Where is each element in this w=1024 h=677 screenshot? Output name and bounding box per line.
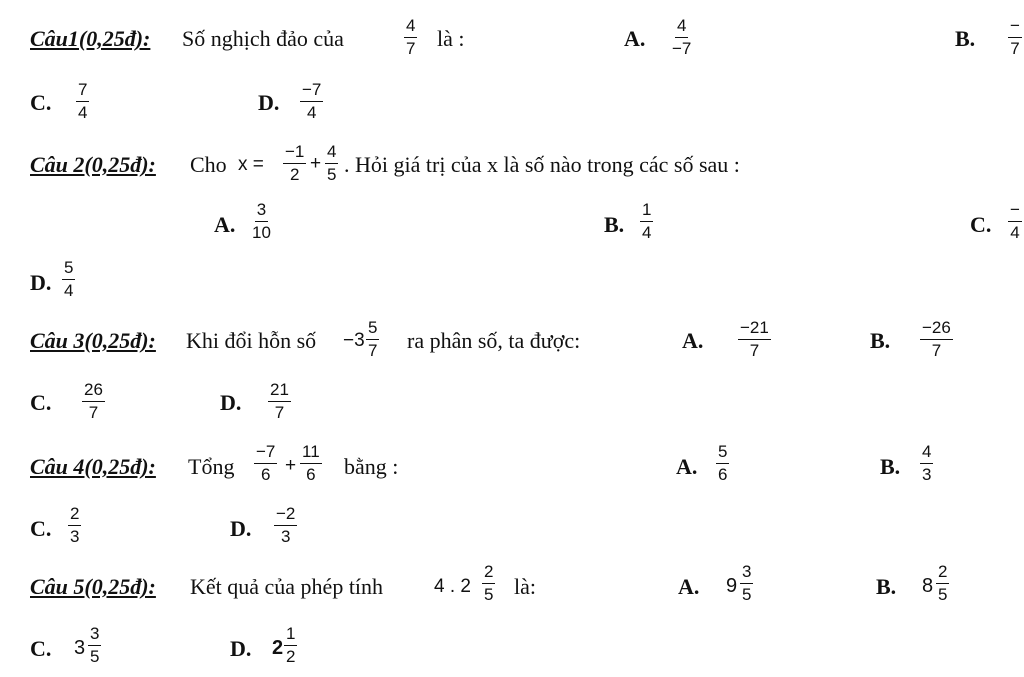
fraction-denominator: 7 bbox=[931, 341, 942, 360]
question-2-option-a-label: A. bbox=[214, 212, 236, 237]
fraction-denominator: 6 bbox=[306, 465, 316, 484]
question-2-fraction-1 bbox=[283, 142, 306, 185]
fraction-denominator: 5 bbox=[938, 585, 948, 604]
fraction-numerator: 5 bbox=[62, 258, 75, 280]
question-2-text: Cho bbox=[190, 152, 227, 177]
fraction-denominator: 5 bbox=[90, 647, 100, 666]
fraction-numerator: 1 bbox=[284, 624, 297, 646]
fraction-denominator: 7 bbox=[368, 341, 378, 360]
fraction-denominator: 6 bbox=[260, 465, 271, 484]
question-1-text-after: là : bbox=[437, 26, 465, 51]
fraction-numerator: 2 bbox=[482, 562, 495, 584]
question-2-option-b-label: B. bbox=[604, 212, 625, 237]
question-3-text-after: ra phân số, ta được: bbox=[407, 328, 581, 353]
fraction-denominator: 3 bbox=[70, 527, 80, 546]
fraction-numerator: 7 bbox=[76, 80, 89, 102]
question-2-plus: + bbox=[310, 153, 322, 174]
question-4-option-c-fraction bbox=[68, 504, 81, 547]
question-1-option-a-label: A. bbox=[624, 26, 646, 51]
question-5-option-a-fraction bbox=[740, 562, 753, 605]
fraction-numerator: −7 bbox=[254, 442, 277, 464]
fraction-denominator: 4 bbox=[78, 103, 88, 122]
fraction-numerator: 5 bbox=[716, 442, 729, 464]
question-3-mixed-whole: −3 bbox=[343, 330, 365, 351]
fraction-denominator: 5 bbox=[742, 585, 752, 604]
question-2-x-equals: x = bbox=[238, 154, 264, 175]
fraction-numerator: −1 bbox=[283, 142, 306, 164]
question-5-text: Kết quả của phép tính bbox=[190, 574, 384, 599]
fraction-numerator: −26 bbox=[920, 318, 953, 340]
question-3-option-d-fraction bbox=[268, 380, 291, 423]
fraction-numerator: 4 bbox=[920, 442, 933, 464]
fraction-denominator: 3 bbox=[280, 527, 291, 546]
fraction-denominator: −7 bbox=[672, 39, 692, 58]
question-2-option-b-fraction bbox=[640, 200, 653, 243]
question-3-text: Khi đổi hỗn số bbox=[186, 328, 317, 353]
question-4-option-a-fraction bbox=[716, 442, 729, 485]
question-5-option-c-fraction bbox=[88, 624, 101, 667]
question-5-option-d-fraction bbox=[284, 624, 297, 667]
fraction-numerator: −21 bbox=[738, 318, 771, 340]
question-5-option-a-label: A. bbox=[678, 574, 700, 599]
question-2-text-after: . Hỏi giá trị của x là số nào trong các số sau : bbox=[344, 152, 740, 177]
question-4-option-d-label: D. bbox=[230, 516, 252, 541]
question-1-option-d-label: D. bbox=[258, 90, 280, 115]
question-3-fraction bbox=[366, 318, 379, 361]
fraction-denominator: 4 bbox=[64, 281, 74, 300]
question-4-text: Tổng bbox=[188, 454, 235, 479]
question-1-option-c-label: C. bbox=[30, 90, 52, 115]
question-1-option-c-fraction bbox=[76, 80, 89, 123]
question-5-option-c-label: C. bbox=[30, 636, 52, 661]
question-4-option-d-fraction bbox=[274, 504, 297, 547]
fraction-denominator: 10 bbox=[252, 223, 271, 242]
question-1-option-b-label: B. bbox=[955, 26, 976, 51]
fraction-numerator: − bbox=[1008, 16, 1022, 38]
question-5-option-c-whole: 3 bbox=[74, 637, 86, 659]
question-4-text-after: bằng : bbox=[344, 454, 399, 479]
question-5-text-after: là: bbox=[514, 574, 536, 599]
question-3-option-b-fraction bbox=[920, 318, 953, 361]
fraction-numerator: 3 bbox=[740, 562, 753, 584]
question-4-heading: Câu 4(0,25đ): bbox=[30, 454, 156, 479]
question-5-option-b-whole: 8 bbox=[922, 575, 934, 597]
question-3-option-d-label: D. bbox=[220, 390, 242, 415]
question-2-heading: Câu 2(0,25đ): bbox=[30, 152, 156, 177]
question-5-option-d-label: D. bbox=[230, 636, 252, 661]
question-3-heading: Câu 3(0,25đ): bbox=[30, 328, 156, 353]
question-2-option-c-fraction bbox=[1008, 200, 1022, 243]
fraction-numerator: 2 bbox=[936, 562, 949, 584]
question-1-fraction bbox=[404, 16, 417, 59]
question-1-option-d-fraction bbox=[300, 80, 323, 123]
fraction-numerator: −2 bbox=[274, 504, 297, 526]
fraction-numerator: − bbox=[1008, 200, 1022, 222]
fraction-numerator: 5 bbox=[366, 318, 379, 340]
fraction-denominator: 7 bbox=[1010, 39, 1020, 58]
fraction-numerator: 3 bbox=[88, 624, 101, 646]
fraction-denominator: 7 bbox=[88, 403, 99, 422]
question-5-option-d-whole: 2 bbox=[272, 637, 284, 659]
question-1-text: Số nghịch đảo của bbox=[182, 26, 344, 51]
fraction-numerator: 3 bbox=[255, 200, 268, 222]
fraction-denominator: 5 bbox=[327, 165, 337, 184]
fraction-numerator: −7 bbox=[300, 80, 323, 102]
question-4-fraction-2 bbox=[300, 442, 322, 485]
question-1-heading: Câu1(0,25đ): bbox=[30, 26, 151, 51]
question-4-option-b-label: B. bbox=[880, 454, 901, 479]
question-5-option-b-label: B. bbox=[876, 574, 897, 599]
question-3-option-c-label: C. bbox=[30, 390, 52, 415]
fraction-denominator: 4 bbox=[306, 103, 317, 122]
question-2-fraction-2 bbox=[325, 142, 338, 185]
fraction-numerator: 21 bbox=[268, 380, 291, 402]
fraction-numerator: 4 bbox=[325, 142, 338, 164]
question-5-expression: 4 . 2 bbox=[434, 576, 471, 597]
fraction-denominator: 6 bbox=[718, 465, 728, 484]
fraction-numerator: 2 bbox=[68, 504, 81, 526]
fraction-denominator: 2 bbox=[289, 165, 300, 184]
fraction-denominator: 7 bbox=[274, 403, 285, 422]
question-4-fraction-1 bbox=[254, 442, 277, 485]
fraction-denominator: 4 bbox=[642, 223, 652, 242]
question-3-option-a-fraction bbox=[738, 318, 771, 361]
question-2-option-d-label: D. bbox=[30, 270, 52, 295]
fraction-denominator: 5 bbox=[484, 585, 494, 604]
question-3-option-c-fraction bbox=[82, 380, 105, 423]
question-2-option-a-fraction bbox=[252, 200, 271, 243]
question-2-option-d-fraction bbox=[62, 258, 75, 301]
question-3-option-a-label: A. bbox=[682, 328, 704, 353]
fraction-denominator: 2 bbox=[286, 647, 296, 666]
question-5-fraction bbox=[482, 562, 495, 605]
fraction-denominator: 4 bbox=[1010, 223, 1020, 242]
fraction-numerator: 26 bbox=[82, 380, 105, 402]
fraction-numerator: 11 bbox=[300, 442, 322, 464]
question-4-plus: + bbox=[285, 455, 297, 476]
fraction-denominator: 7 bbox=[406, 39, 416, 58]
question-4-option-c-label: C. bbox=[30, 516, 52, 541]
fraction-denominator: 3 bbox=[922, 465, 932, 484]
question-5-option-b-fraction bbox=[936, 562, 949, 605]
question-1-option-b-fraction bbox=[1008, 16, 1022, 59]
question-5-option-a-whole: 9 bbox=[726, 575, 738, 597]
fraction-numerator: 1 bbox=[640, 200, 653, 222]
question-3-option-b-label: B. bbox=[870, 328, 891, 353]
fraction-numerator: 4 bbox=[404, 16, 417, 38]
question-4-option-b-fraction bbox=[920, 442, 933, 485]
fraction-denominator: 7 bbox=[749, 341, 760, 360]
question-2-option-c-label: C. bbox=[970, 212, 992, 237]
fraction-numerator: 4 bbox=[675, 16, 688, 38]
question-4-option-a-label: A. bbox=[676, 454, 698, 479]
question-1-option-a-fraction bbox=[672, 16, 691, 59]
question-5-heading: Câu 5(0,25đ): bbox=[30, 574, 156, 599]
